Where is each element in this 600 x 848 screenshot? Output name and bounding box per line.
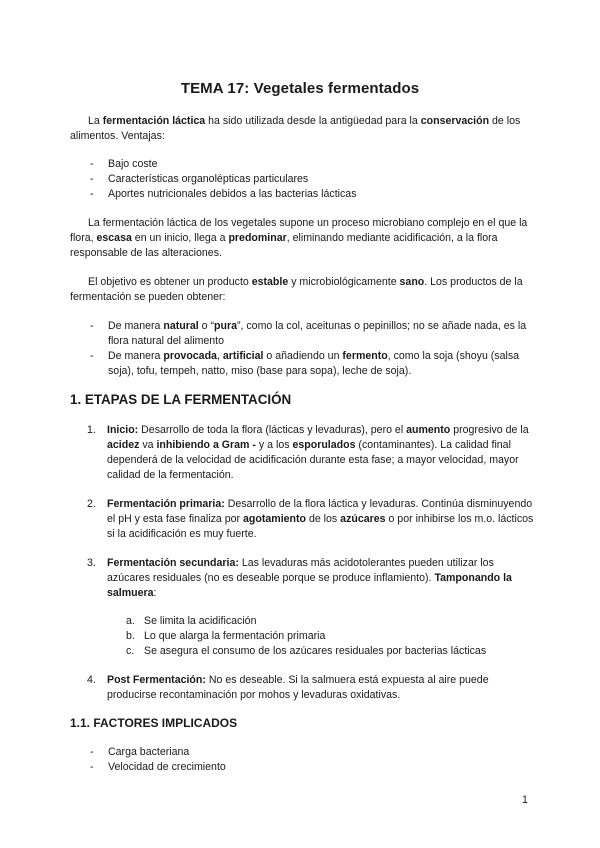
bold-term: artificial [222, 350, 264, 362]
bold-term: acidez [107, 439, 140, 451]
text-run: , [216, 350, 223, 362]
sublist-item [70, 614, 535, 629]
list-item [70, 423, 535, 483]
text-run: Desarrollo de la flora láctica y levaduras. Continúa disminuyendo el pH y esta fase finaliza por [107, 498, 533, 525]
text-run: ”, como la col, aceitunas o pepinillos; no se añade nada, es la flora natural del alimento [108, 320, 527, 347]
bold-term: provocada [163, 350, 217, 362]
sublist-item [70, 629, 535, 644]
list-item: - Carga bacteriana [90, 746, 190, 758]
text-run: , eliminando mediante acidificación, a la flora responsable de las alteraciones. [70, 232, 498, 259]
sublist-item [70, 644, 535, 659]
bold-term: esporulados [292, 439, 356, 451]
ventajas-list [70, 157, 535, 202]
list-item: - Velocidad de crecimiento [90, 761, 226, 773]
bold-term: azúcares [340, 513, 386, 525]
text-run: : [153, 587, 157, 599]
text-run: o “ [198, 320, 214, 332]
bold-term: natural [163, 320, 199, 332]
methods-list [70, 319, 535, 379]
factores-list [70, 745, 535, 775]
item-letter: a. [126, 615, 135, 627]
text-run: en un inicio, llega a [131, 232, 229, 244]
list-item [70, 497, 535, 542]
text-run: y microbiológicamente [288, 276, 400, 288]
bold-term: escasa [96, 232, 132, 244]
bold-term: Tamponando la salmuera [107, 572, 512, 599]
text-run: Lo que alarga la fermentación primaria [144, 630, 326, 642]
text-run: progresivo de la [450, 424, 529, 436]
list-item: - Aportes nutricionales debidos a las bacterias lácticas [90, 188, 357, 200]
list-item: - De manera provocada, artificial o añadiendo un fermento, como la soja (shoyu (salsa soja), tofu, tempeh, natto, miso (base para sopa), leche de soja). [90, 350, 520, 377]
bold-term: Inicio: [107, 424, 139, 436]
intro-paragraph [70, 114, 535, 144]
list-item-text: Aportes nutricionales debidos a las bacterias lácticas [108, 188, 357, 200]
objective-paragraph [70, 275, 535, 305]
bold-term: estable [251, 276, 289, 288]
list-item-text: Velocidad de crecimiento [108, 761, 226, 773]
section-heading-factores: 1.1. FACTORES IMPLICADOS [70, 716, 238, 730]
salmuera-sublist [70, 614, 535, 659]
item-number: 3. [87, 557, 96, 569]
item-number: 2. [87, 498, 96, 510]
text-run: De manera [108, 320, 164, 332]
section-heading-etapas: 1. ETAPAS DE LA FERMENTACIÓN [70, 392, 292, 407]
list-item-text: Carga bacteriana [108, 746, 190, 758]
text-run: No es deseable. Si la salmuera está expuesta al aire puede producirse recontaminación por mohos y levaduras oxidativas. [107, 674, 489, 701]
list-item: - Bajo coste [90, 158, 158, 170]
etapas-list [70, 423, 535, 483]
list-item-text: Características organolépticas particulares [108, 173, 309, 185]
item-number: 1. [87, 424, 96, 436]
etapas-list [70, 556, 535, 601]
bold-term: fermentación láctica [102, 115, 206, 127]
page-title: TEMA 17: Vegetales fermentados [180, 80, 420, 97]
text-run: La fermentación láctica de los vegetales supone un proceso microbiano complejo en el que la flora, [70, 217, 528, 244]
text-run: De manera [108, 350, 164, 362]
fermentation-paragraph [70, 216, 535, 261]
text-run: , como la soja (shoyu (salsa soja), tofu, tempeh, natto, miso (base para sopa), leche de soja). [108, 350, 520, 377]
text-run: de los [306, 513, 341, 525]
list-item: - Características organolépticas particulares [90, 173, 309, 185]
text-run: . Los productos de la fermentación se pueden obtener: [70, 276, 523, 303]
text-run: Desarrollo de toda la flora (lácticas y levaduras), pero el [138, 424, 407, 436]
bold-term: aumento [406, 424, 451, 436]
list-item [70, 673, 535, 703]
etapas-list [70, 673, 535, 703]
bold-term: inhibiendo a Gram - [156, 439, 256, 451]
bold-term: Post Fermentación: [107, 674, 206, 686]
item-number: 4. [87, 674, 96, 686]
text-run: va [139, 439, 157, 451]
bold-term: predominar [228, 232, 287, 244]
bold-term: Fermentación primaria: [107, 498, 225, 510]
text-run: ha sido utilizada desde la antigüedad para la [205, 115, 421, 127]
item-letter: b. [126, 630, 135, 642]
text-run: El objetivo es obtener un producto [88, 276, 252, 288]
text-run: Se asegura el consumo de los azúcares residuales por bacterias lácticas [144, 645, 487, 657]
bold-term: agotamiento [243, 513, 307, 525]
etapas-list [70, 497, 535, 542]
text-run: y a los [255, 439, 293, 451]
page-number: 1 [522, 794, 528, 806]
text-run: (contaminantes). La calidad final dependerá de la velocidad de acidificación durante esta fase; a mayor velocidad, mayor calidad de la fermentación. [107, 439, 519, 481]
bold-term: pura [214, 320, 237, 332]
bold-term: conservación [420, 115, 490, 127]
bold-term: sano [399, 276, 425, 288]
list-item: - De manera natural o “pura”, como la col, aceitunas o pepinillos; no se añade nada, es la flora natural del alimento [90, 320, 527, 347]
text-run: La [88, 115, 103, 127]
text-run: Se limita la acidificación [144, 615, 257, 627]
text-run: Las levaduras más acidotolerantes pueden utilizar los azúcares residuales (no es deseable porque se produce inflamiento). [107, 557, 494, 584]
item-letter: c. [126, 645, 135, 657]
bold-term: fermento [342, 350, 388, 362]
text-run: o por inhibirse los m.o. lácticos si la acidificación es muy fuerte. [107, 513, 534, 540]
text-run: o añadiendo un [263, 350, 343, 362]
bold-term: Fermentación secundaria: [107, 557, 239, 569]
list-item-text: Bajo coste [108, 158, 158, 170]
list-item [70, 556, 535, 601]
text-run: de los alimentos. Ventajas: [70, 115, 521, 142]
